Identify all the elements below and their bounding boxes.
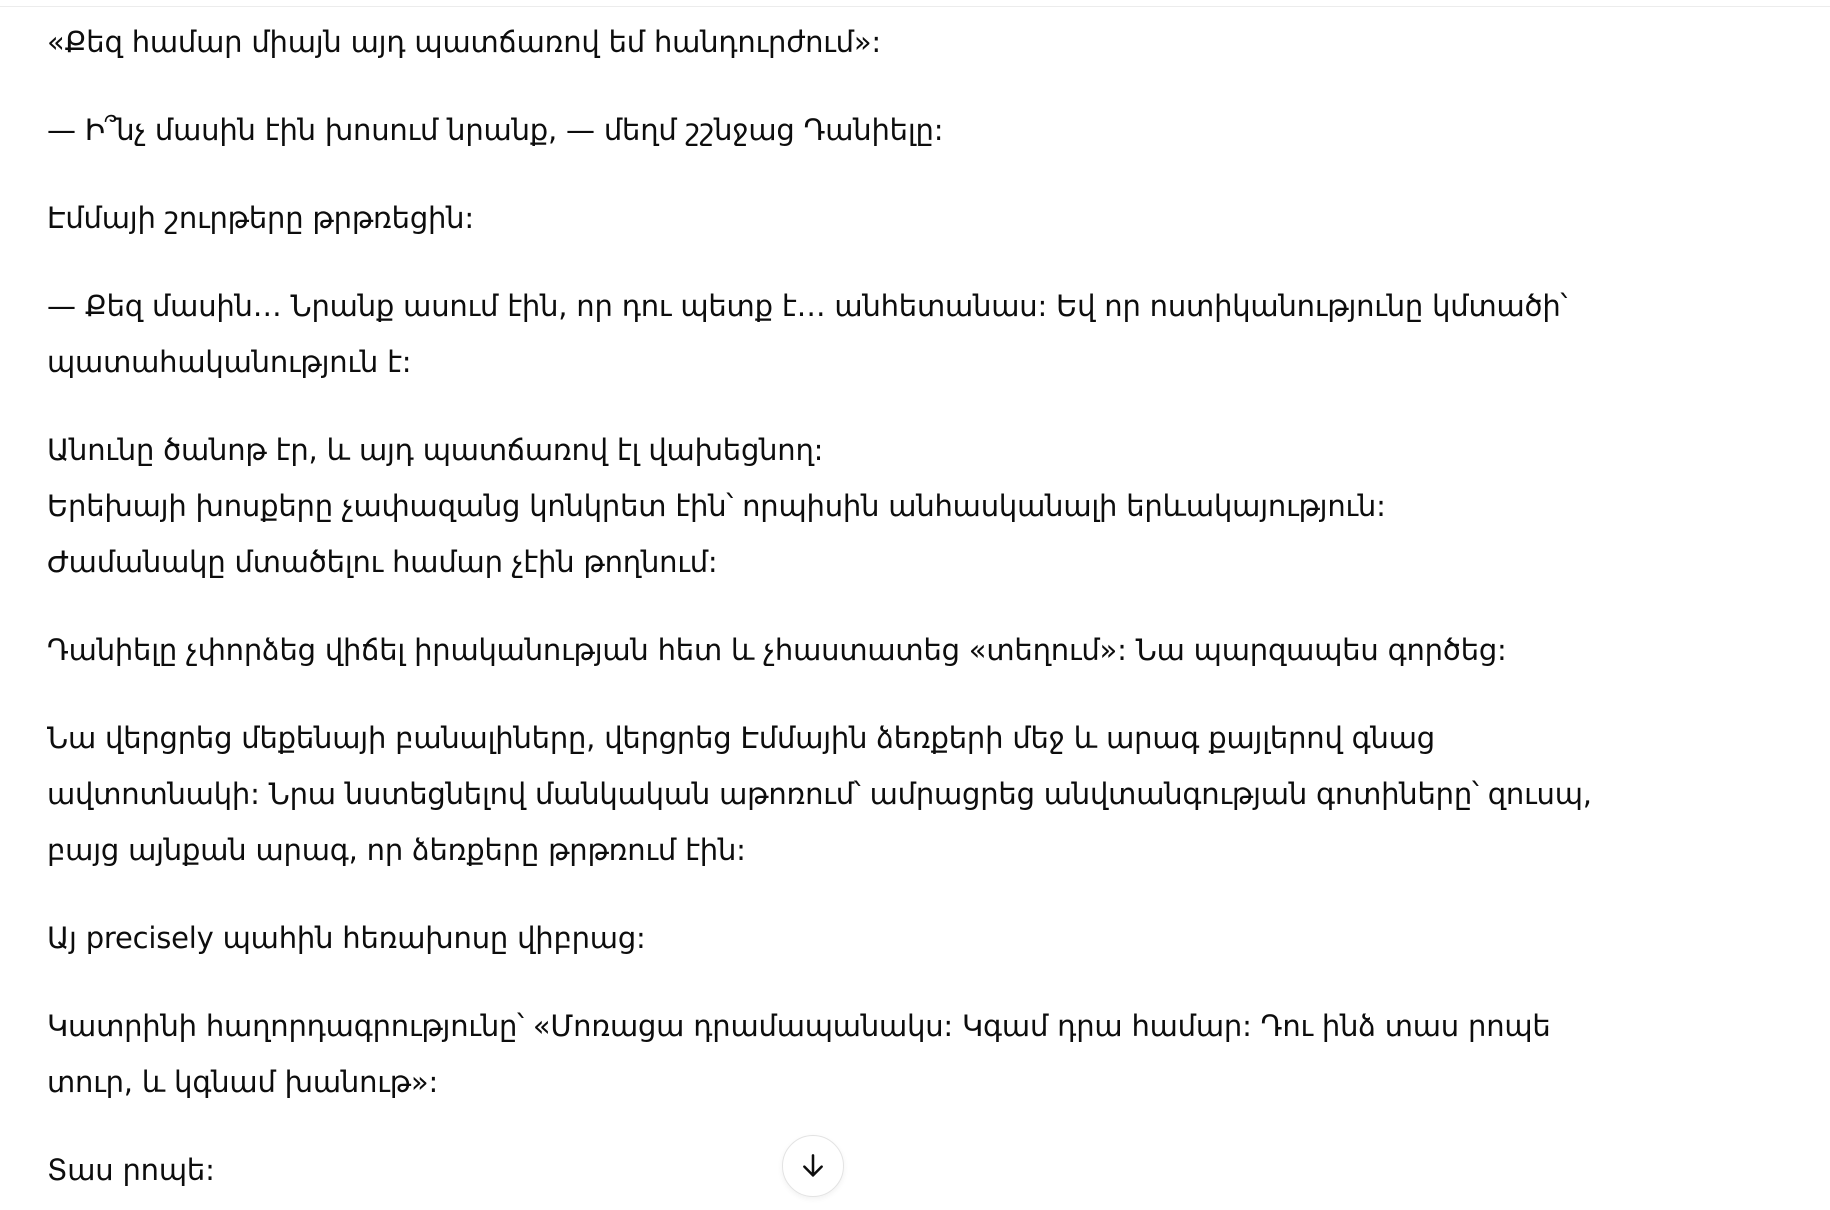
paragraph bbox=[47, 710, 1627, 878]
scroll-to-bottom-button[interactable] bbox=[782, 1135, 844, 1197]
paragraph-line: ավտոտնակի: Նրա նստեցնելով մանկական աթոռում՝ ամրացրեց անվտանգության գոտիները՝ զուսպ, bbox=[47, 777, 1592, 811]
paragraph-line: Անունը ծանոթ էր, և այդ պատճառով էլ վախեցնող: bbox=[47, 433, 824, 467]
top-divider bbox=[0, 6, 1830, 7]
paragraph-line: Կատրինի հաղորդագրությունը՝ «Մոռացա դրամապանակս: Կգամ դրա համար: Դու ինձ տաս րոպե bbox=[47, 1009, 1551, 1043]
paragraph-line: պատահականություն է: bbox=[47, 345, 412, 379]
paragraph-line: — Քեզ մասին… Նրանք ասում էին, որ դու պետք է… անհետանաս: Եվ որ ոստիկանությունը կմտածի՝ bbox=[47, 289, 1568, 323]
paragraph-line: բայց այնքան արագ, որ ձեռքերը թրթռում էին: bbox=[47, 833, 746, 867]
paragraph bbox=[47, 278, 1627, 390]
paragraph-line: — Ի՞նչ մասին էին խոսում նրանք, — մեղմ շշնջաց Դանիելը: bbox=[47, 113, 944, 147]
paragraph bbox=[47, 622, 1627, 678]
paragraph-line: «Քեզ համար միայն այդ պատճառով եմ հանդուրժում»: bbox=[47, 25, 881, 59]
paragraph bbox=[47, 910, 1627, 966]
paragraph-line: Երեխայի խոսքերը չափազանց կոնկրետ էին՝ որպիսին անհասկանալի երևակայություն: bbox=[47, 489, 1386, 523]
paragraph bbox=[47, 422, 1627, 590]
paragraph-line: Նա վերցրեց մեքենայի բանալիները, վերցրեց Էմմային ձեռքերի մեջ և արագ քայլերով գնաց bbox=[47, 721, 1435, 755]
paragraph-line: Այ precisely պահին հեռախոսը վիբրաց: bbox=[47, 921, 646, 955]
paragraph bbox=[47, 190, 1627, 246]
arrow-down-icon bbox=[797, 1150, 829, 1182]
paragraph bbox=[47, 998, 1627, 1110]
paragraph-line: Դանիելը չփորձեց վիճել իրականության հետ և չհաստատեց «տեղում»: Նա պարզապես գործեց: bbox=[47, 633, 1507, 667]
paragraph bbox=[47, 14, 1627, 70]
paragraph bbox=[47, 102, 1627, 158]
paragraph-line: տուր, և կգնամ խանութ»: bbox=[47, 1065, 439, 1099]
paragraph-line: Տաս րոպե: bbox=[47, 1153, 215, 1187]
message-content bbox=[47, 14, 1627, 1210]
paragraph-line: Էմմայի շուրթերը թրթռեցին: bbox=[47, 201, 474, 235]
paragraph-line: Ժամանակը մտածելու համար չէին թողնում: bbox=[47, 545, 718, 579]
